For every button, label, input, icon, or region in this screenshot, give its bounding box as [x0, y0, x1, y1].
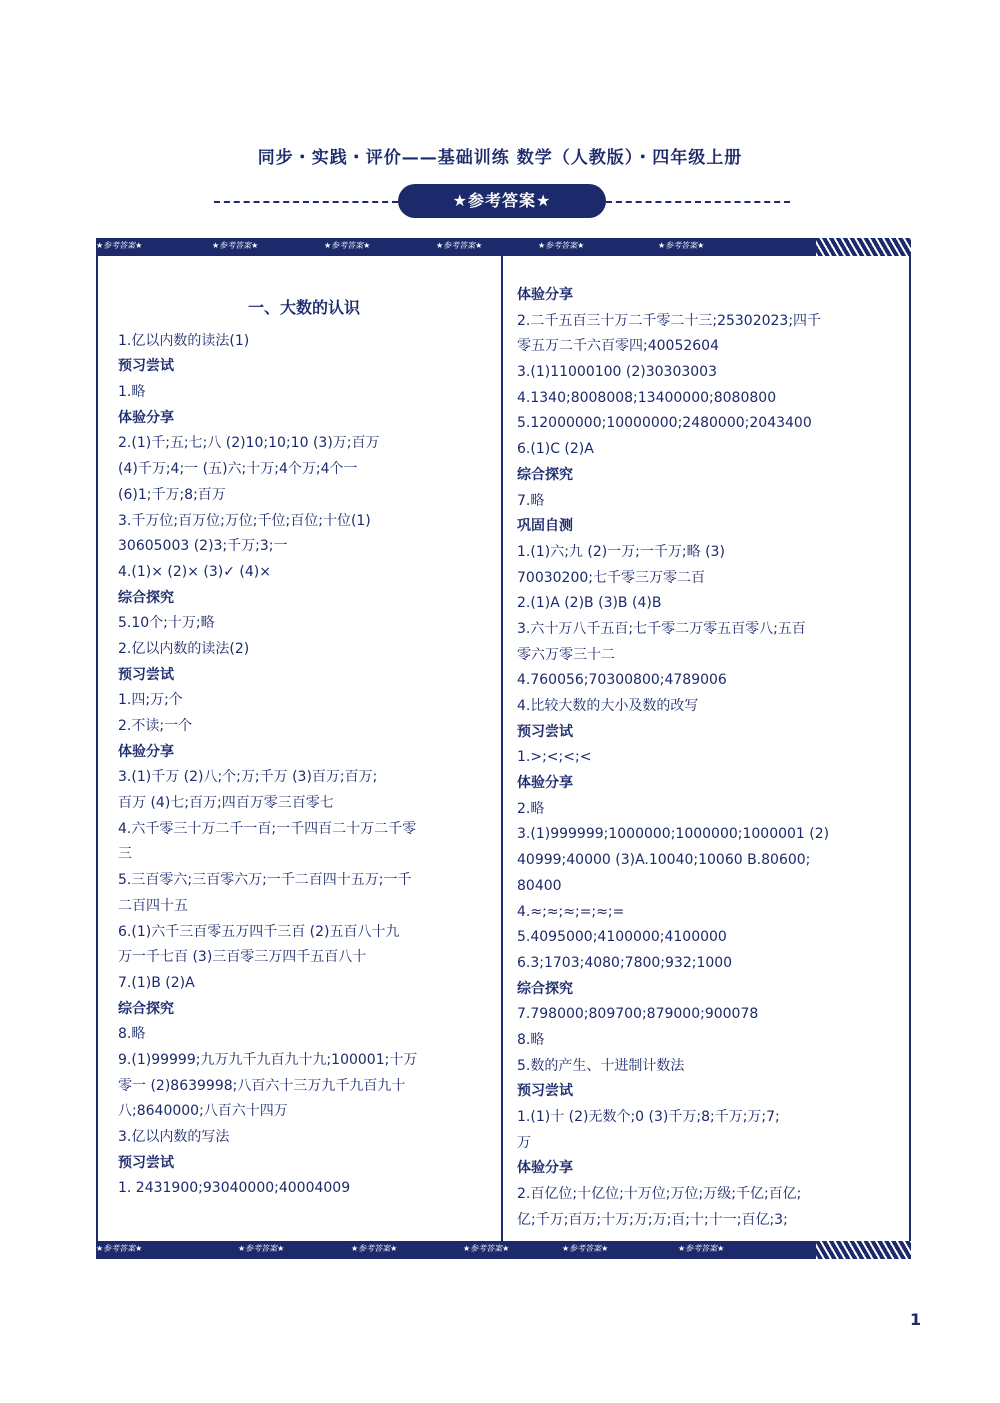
answer-line: 3.千万位;百万位;万位;千位;百位;十位(1) — [118, 512, 371, 529]
answer-line: 6.3;1703;4080;7800;932;1000 — [517, 954, 733, 971]
answer-line: 三 — [118, 846, 132, 863]
section-heading: 预习尝试 — [517, 1083, 573, 1100]
answer-line: 2.二千五百三十万二千零二十三;25302023;四千 — [517, 312, 822, 329]
answer-line: 7.(1)B (2)A — [118, 974, 195, 991]
section-heading: 体验分享 — [118, 743, 174, 760]
band-label: ★参考答案★ — [436, 241, 483, 250]
section-heading: 预习尝试 — [517, 723, 573, 740]
answer-line: 2.百亿位;十亿位;十万位;万位;万级;千亿;百亿; — [517, 1186, 802, 1203]
answer-line: 3.六十万八千五百;七千零二万零五百零八;五百 — [517, 620, 806, 637]
answer-line: 1.略 — [118, 384, 146, 401]
answer-line: 2.亿以内数的读法(2) — [118, 640, 250, 657]
answer-line: 40999;40000 (3)A.10040;10060 B.80600; — [517, 852, 811, 869]
answer-line: 亿;千万;百万;十万;万;万;百;十;十一;百亿;3; — [517, 1211, 788, 1228]
band-label: ★参考答案★ — [324, 241, 371, 250]
answer-line: 6.(1)C (2)A — [517, 441, 594, 458]
answer-line: 3.亿以内数的写法 — [118, 1129, 230, 1146]
answer-line: 零一 (2)8639998;八百六十三万九千九百九十 — [118, 1077, 406, 1094]
answer-line: 9.(1)99999;九万九千九百九十九;100001;十万 — [118, 1051, 418, 1068]
left-dashed-rule — [214, 201, 398, 203]
answer-line: 5.4095000;4100000;4100000 — [517, 929, 727, 946]
band-label: ★参考答案★ — [96, 241, 143, 250]
section-heading: 体验分享 — [118, 409, 174, 426]
right-dashed-rule — [606, 201, 790, 203]
band-label: ★参考答案★ — [351, 1244, 398, 1253]
answer-line: 5.12000000;10000000;2480000;2043400 — [517, 415, 812, 432]
section-heading: 综合探究 — [118, 1000, 174, 1017]
answer-line: 5.数的产生、十进制计数法 — [517, 1057, 685, 1074]
bottom-band — [96, 1241, 911, 1259]
answer-line: 1.>;<;<;< — [517, 749, 592, 766]
band-label: ★参考答案★ — [562, 1244, 609, 1253]
answer-line: 八;8640000;八百六十四万 — [118, 1103, 288, 1120]
section-heading: 体验分享 — [517, 287, 573, 303]
section-heading: 综合探究 — [517, 466, 573, 483]
answer-line: 8.略 — [118, 1026, 146, 1043]
band-label: ★参考答案★ — [212, 241, 259, 250]
section-heading: 体验分享 — [517, 1160, 573, 1177]
band-stripes — [816, 238, 911, 256]
answer-line: 3.(1)千万 (2)八;个;万;千万 (3)百万;百万; — [118, 769, 378, 786]
band-label: ★参考答案★ — [678, 1244, 725, 1253]
section-heading: 体验分享 — [517, 775, 573, 792]
answer-line: 5.三百零六;三百零六万;一千二百四十五万;一千 — [118, 872, 412, 889]
answer-line: 6.(1)六千三百零五万四千三百 (2)五百八十九 — [118, 923, 400, 940]
answer-line: 二百四十五 — [118, 897, 188, 914]
answer-line: 1.四;万;个 — [118, 692, 183, 709]
answer-line: 1.亿以内数的读法(1) — [118, 332, 250, 349]
section-heading: 综合探究 — [517, 980, 573, 997]
section-heading: 预习尝试 — [118, 358, 174, 375]
answer-line: 3.(1)999999;1000000;1000000;1000001 (2) — [517, 826, 830, 843]
right-column — [517, 283, 889, 1233]
answer-line: 零五万二千六百零四;40052604 — [517, 338, 719, 355]
answer-line: 2.(1)千;五;七;八 (2)10;10;10 (3)万;百万 — [118, 435, 380, 452]
answer-line: 70030200;七千零三万零二百 — [517, 569, 705, 586]
answer-key-badge: ★参考答案★ — [398, 184, 606, 218]
answer-line: 万一千七百 (3)三百零三万四千五百八十 — [118, 949, 367, 966]
answer-line: 2.(1)A (2)B (3)B (4)B — [517, 595, 662, 612]
answer-line: 2.略 — [517, 800, 545, 817]
answer-line: 4.760056;70300800;4789006 — [517, 672, 727, 689]
answer-line: 7.798000;809700;879000;900078 — [517, 1006, 759, 1023]
answer-line: 零六万零三十二 — [517, 646, 615, 663]
section-heading: 预习尝试 — [118, 666, 174, 683]
answer-line: 3.(1)11000100 (2)30303003 — [517, 364, 717, 381]
column-divider — [501, 256, 503, 1241]
answer-line: (6)1;千万;8;百万 — [118, 486, 226, 503]
answer-line: 4.(1)× (2)× (3)✓ (4)× — [118, 563, 271, 580]
answer-line: 万 — [517, 1134, 531, 1151]
answer-line: 8.略 — [517, 1031, 545, 1048]
band-label: ★参考答案★ — [658, 241, 705, 250]
section-heading: 巩固自测 — [517, 518, 573, 535]
answer-line: 7.略 — [517, 492, 545, 509]
book-title: 同步・实践・评价——基础训练 数学（人教版）・四年级上册 — [257, 148, 743, 168]
answer-line: 1.(1)十 (2)无数个;0 (3)千万;8;千万;万;7; — [517, 1109, 780, 1125]
answer-line: 4.比较大数的大小及数的改写 — [517, 698, 699, 714]
answer-line: (4)千万;4;一 (五)六;十万;4个万;4个一 — [118, 461, 358, 478]
answer-line: 百万 (4)七;百万;四百万零三百零七 — [118, 795, 334, 812]
answer-line: 80400 — [517, 877, 562, 894]
left-column — [118, 283, 490, 1202]
band-label: ★参考答案★ — [538, 241, 585, 250]
section-heading: 预习尝试 — [118, 1154, 174, 1171]
answer-line: 2.不读;一个 — [118, 718, 193, 735]
answer-line: 1. 2431900;93040000;40004009 — [118, 1180, 351, 1197]
answer-line: 4.1340;8008008;13400000;8080800 — [517, 389, 777, 406]
band-stripes — [816, 1241, 911, 1259]
chapter-title: 一、大数的认识 — [247, 298, 360, 317]
page-number: 1 — [910, 1310, 922, 1329]
answer-line: 1.(1)六;九 (2)一万;一千万;略 (3) — [517, 543, 725, 560]
top-band — [96, 238, 911, 256]
answer-line: 30605003 (2)3;千万;3;一 — [118, 538, 288, 555]
answer-line: 4.≈;≈;≈;=;≈;= — [517, 903, 625, 920]
band-label: ★参考答案★ — [96, 1244, 143, 1253]
band-label: ★参考答案★ — [238, 1244, 285, 1253]
section-heading: 综合探究 — [118, 589, 174, 606]
answer-line: 5.10个;十万;略 — [118, 615, 215, 632]
answer-line: 4.六千零三十万二千一百;一千四百二十万二千零 — [118, 820, 417, 837]
band-label: ★参考答案★ — [463, 1244, 510, 1253]
